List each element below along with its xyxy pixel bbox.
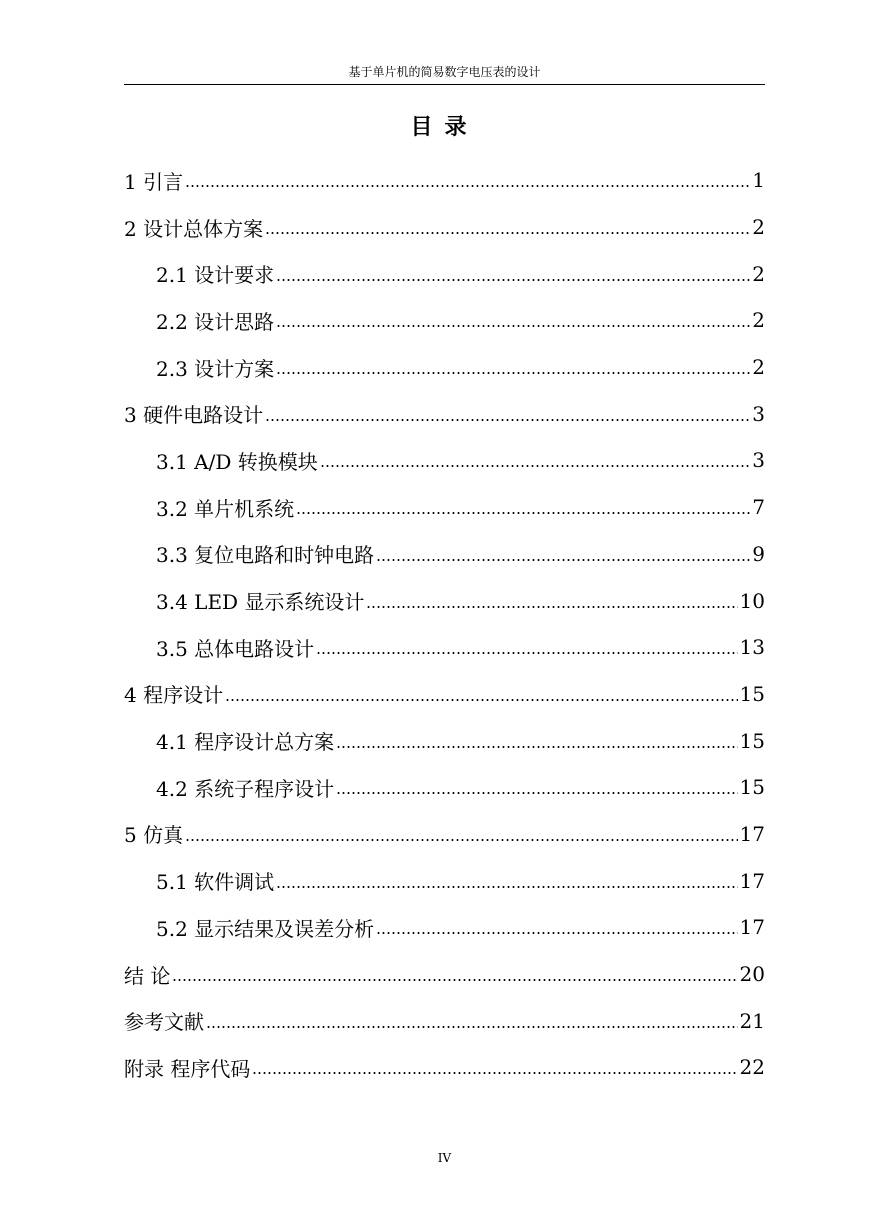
toc-entry-label: 3.4 LED 显示系统设计	[156, 590, 365, 615]
toc-dot-leader	[320, 464, 751, 468]
toc-entry-page: 20	[739, 962, 765, 987]
toc-entry-page: 2	[752, 308, 765, 333]
toc-entry[interactable]	[124, 811, 765, 858]
toc-dot-leader	[185, 838, 737, 842]
toc-entry-page: 15	[739, 681, 765, 706]
toc-entry-page: 2	[752, 261, 765, 286]
toc-dot-leader	[296, 511, 750, 515]
toc-entry-page: 10	[739, 588, 765, 613]
toc-dot-leader	[376, 558, 750, 562]
toc-dot-leader	[265, 231, 750, 235]
toc-dot-leader	[252, 1071, 737, 1075]
toc-dot-leader	[185, 184, 750, 188]
toc-entry-label: 3.3 复位电路和时钟电路	[156, 543, 375, 568]
toc-entry[interactable]	[124, 1044, 765, 1091]
toc-dot-leader	[276, 324, 750, 328]
toc-title: 目录	[410, 114, 479, 140]
toc-entry-page: 3	[752, 401, 765, 426]
header-rule	[124, 84, 765, 85]
toc-entry-label: 参考文献	[124, 1010, 204, 1035]
toc-dot-leader	[316, 651, 737, 655]
toc-entry[interactable]	[124, 344, 765, 391]
toc-entry-label: 3 硬件电路设计	[124, 403, 264, 428]
toc-entry[interactable]	[124, 297, 765, 344]
toc-entry-label: 2.2 设计思路	[156, 309, 275, 334]
toc-dot-leader	[276, 885, 737, 889]
toc-entry-label: 4 程序设计	[124, 683, 224, 708]
toc-entry-page: 17	[739, 821, 765, 846]
toc-dot-leader	[336, 745, 737, 749]
toc-entry[interactable]	[124, 764, 765, 811]
toc-dot-leader	[206, 1025, 738, 1029]
toc-entry[interactable]	[124, 857, 765, 904]
toc-entry[interactable]	[124, 997, 765, 1044]
toc-entry-page: 17	[739, 868, 765, 893]
toc-entry-page: 2	[752, 355, 765, 380]
toc-entry[interactable]	[124, 390, 765, 437]
toc-entry-label: 2.1 设计要求	[156, 263, 275, 288]
running-header: 基于单片机的简易数字电压表的设计	[348, 65, 541, 79]
toc-dot-leader	[225, 698, 737, 702]
toc-entry-label: 5 仿真	[124, 823, 184, 848]
toc-entry-page: 1	[752, 168, 765, 193]
page-number: IV	[437, 1151, 452, 1165]
toc-entry-label: 1 引言	[124, 169, 184, 194]
toc-entry-page: 15	[739, 775, 765, 800]
toc-entry-label: 3.1 A/D 转换模块	[156, 449, 318, 474]
toc-entry-label: 3.2 单片机系统	[156, 496, 295, 521]
toc-entry-page: 9	[752, 541, 765, 566]
toc-entry-page: 22	[739, 1055, 765, 1080]
toc-entry-label: 4.2 系统子程序设计	[156, 776, 335, 801]
toc-entry[interactable]	[124, 531, 765, 578]
toc-entry-page: 15	[739, 728, 765, 753]
toc-dot-leader	[276, 371, 750, 375]
toc-dot-leader	[276, 278, 750, 282]
toc-dot-leader	[172, 978, 737, 982]
toc-entry-page: 21	[739, 1008, 765, 1033]
toc-entry-label: 5.2 显示结果及误差分析	[156, 916, 375, 941]
toc-entry-page: 7	[752, 495, 765, 520]
toc-entry[interactable]	[124, 437, 765, 484]
toc-entry-page: 2	[752, 215, 765, 240]
toc-entry-label: 3.5 总体电路设计	[156, 636, 315, 661]
toc-entry-label: 2.3 设计方案	[156, 356, 275, 381]
toc-entry[interactable]	[124, 157, 765, 204]
toc-dot-leader	[376, 931, 737, 935]
toc-entry[interactable]	[124, 951, 765, 998]
toc-entry[interactable]	[124, 671, 765, 718]
toc-entry-page: 17	[739, 915, 765, 940]
toc-entry-label: 结 论	[124, 963, 171, 988]
toc-entry[interactable]	[124, 250, 765, 297]
toc-dot-leader	[265, 418, 750, 422]
toc-entry-page: 13	[739, 635, 765, 660]
toc-entry[interactable]	[124, 577, 765, 624]
toc-dot-leader	[336, 791, 737, 795]
toc-entry-label: 5.1 软件调试	[156, 870, 275, 895]
toc-entry[interactable]	[124, 624, 765, 671]
toc-entry[interactable]	[124, 204, 765, 251]
toc-entry-label: 2 设计总体方案	[124, 216, 264, 241]
toc-entry-page: 3	[752, 448, 765, 473]
toc-entry[interactable]	[124, 904, 765, 951]
table-of-contents	[124, 157, 765, 1091]
toc-entry-label: 4.1 程序设计总方案	[156, 730, 335, 755]
toc-entry[interactable]	[124, 717, 765, 764]
toc-entry-label: 附录 程序代码	[124, 1056, 251, 1081]
toc-entry[interactable]	[124, 484, 765, 531]
toc-dot-leader	[366, 605, 737, 609]
